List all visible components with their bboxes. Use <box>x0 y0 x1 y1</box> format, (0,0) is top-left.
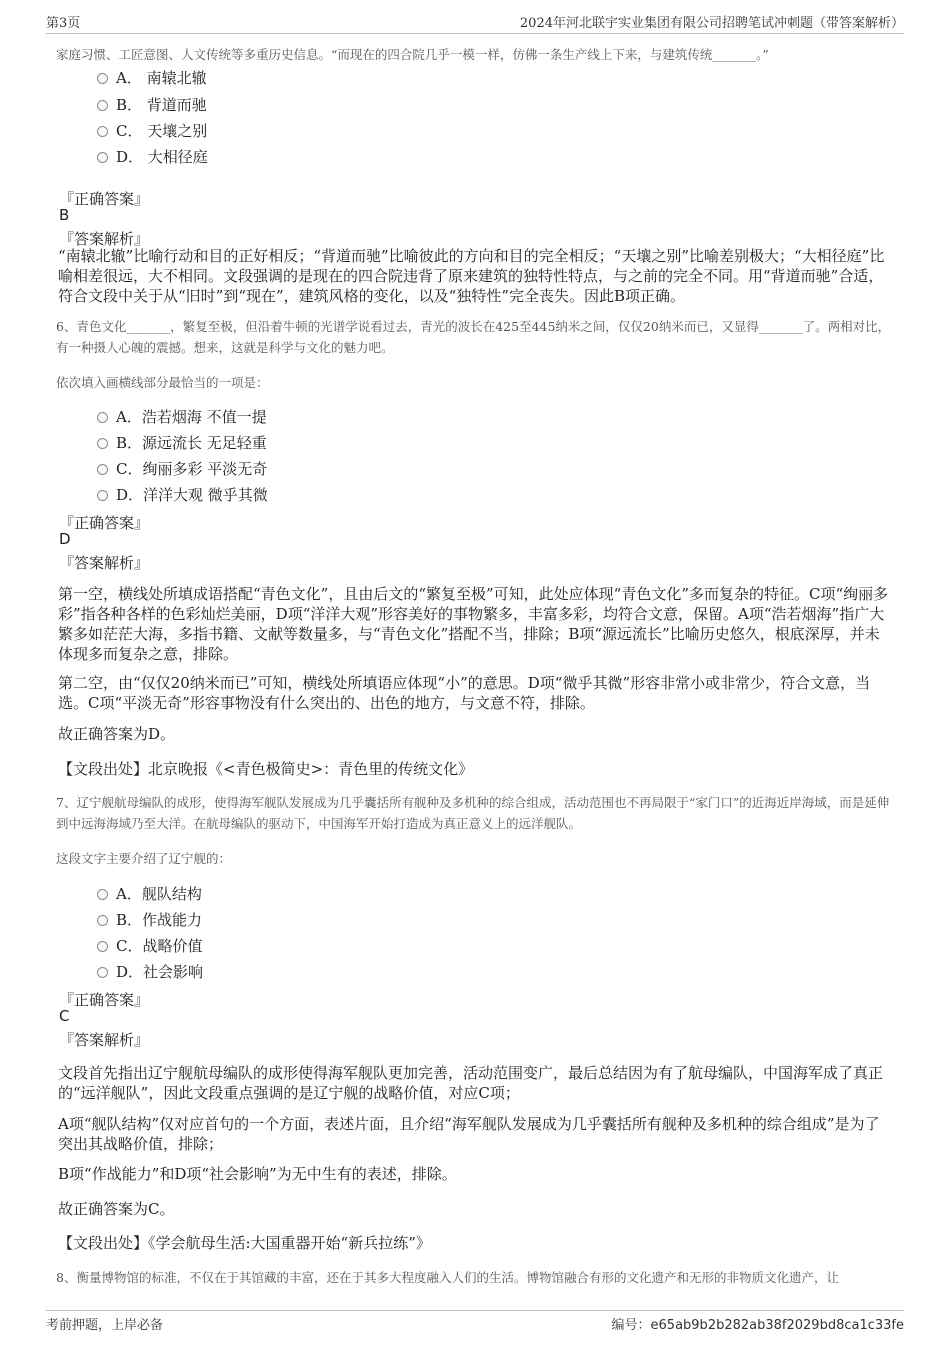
q6-option-a[interactable]: A．浩若烟海 不值一提 <box>97 406 267 427</box>
q7-option-a[interactable]: A．舰队结构 <box>97 883 202 904</box>
radio-icon[interactable] <box>97 152 108 163</box>
q5-option-c[interactable]: C． 天壤之别 <box>97 120 207 141</box>
q5-answer-label: 『正确答案』 <box>59 190 150 208</box>
q5-stem: 家庭习惯、工匠意图、人文传统等多重历史信息。“而现在的四合院几乎一模一样，仿佛一条生产线上下来，与建筑传统_______。” <box>56 47 769 62</box>
footer-rule <box>46 1310 904 1311</box>
radio-icon[interactable] <box>97 100 108 111</box>
q6-analysis-first-blank: 第一空，横线处所填成语搭配“青色文化”，且由后文的“繁复至极”可知，此处应体现“青色文化”多而复杂的特征。C项“绚丽多彩”指各种各样的色彩灿烂美丽，D项“洋洋大观”形容美好的事物繁多，丰富多彩，均符合文意，保留。A项“浩若烟海”指广大繁多如茫茫大海，多指书籍、文献等数量多，与“青色文化”搭配不当，排除；B项“源远流长”比喻历史悠久，根底深厚，并未体现多而复杂之意，排除。 <box>58 585 889 663</box>
q7-option-c[interactable]: C．战略价值 <box>97 935 202 956</box>
q5-analysis-label: 『答案解析』 <box>59 230 150 248</box>
q7-conclusion: 故正确答案为C。 <box>58 1200 175 1218</box>
q6-prompt: 依次填入画横线部分最恰当的一项是： <box>56 375 269 390</box>
q6-stem: 6、青色文化_______，繁复至极，但沿着牛顿的光谱学说看过去，青光的波长在425至445纳米之间，仅仅20纳米而已，又显得_______了。两相对比，有一种摄人心魄的震撼。想来，这就是科学与文化的魅力吧。 <box>56 319 891 355</box>
q7-stem: 7、辽宁舰航母编队的成形，使得海军舰队发展成为几乎囊括所有舰种及多机种的综合组成，活动范围也不再局限于“家门口”的近海近岸海域，而是延伸到中远海海域乃至大洋。在航母编队的驱动下，中国海军开始打造成为真正意义上的远洋舰队。 <box>56 795 890 831</box>
radio-icon[interactable] <box>97 889 108 900</box>
q5-answer: B <box>59 206 70 224</box>
q7-prompt: 这段文字主要介绍了辽宁舰的： <box>56 851 232 866</box>
q7-option-d[interactable]: D．社会影响 <box>97 961 203 982</box>
q7-analysis-label: 『答案解析』 <box>59 1031 150 1049</box>
page-number: 第3页 <box>46 16 81 31</box>
q6-analysis-second-blank: 第二空，由“仅仅20纳米而已”可知，横线处所填语应体现“小”的意思。D项“微乎其微”形容非常小或非常少，符合文意，当选。C项“平淡无奇”形容事物没有什么突出的、出色的地方，与文意不符，排除。 <box>58 674 871 712</box>
radio-icon[interactable] <box>97 490 108 501</box>
q6-option-d[interactable]: D．洋洋大观 微乎其微 <box>97 484 268 505</box>
q7-source: 【文段出处】《学会航母生活:大国重器开始“新兵拉练”》 <box>58 1234 431 1252</box>
footer-slogan: 考前押题，上岸必备 <box>46 1318 164 1333</box>
q7-analysis-options-bd: B项“作战能力”和D项“社会影响”为无中生有的表述，排除。 <box>58 1165 457 1183</box>
q6-source: 【文段出处】北京晚报《<青色极简史>：青色里的传统文化》 <box>58 760 474 778</box>
q6-conclusion: 故正确答案为D。 <box>58 725 176 743</box>
footer-code <box>612 1314 904 1333</box>
q6-answer: D <box>59 530 71 548</box>
radio-icon[interactable] <box>97 967 108 978</box>
radio-icon[interactable] <box>97 464 108 475</box>
q7-analysis-main: 文段首先指出辽宁舰航母编队的成形使得海军舰队更加完善，活动范围变广，最后总结因为有了航母编队，中国海军成了真正的“远洋舰队”，因此文段重点强调的是辽宁舰的战略价值，对应C项； <box>58 1064 884 1102</box>
q5-analysis: “南辕北辙”比喻行动和目的正好相反；“背道而驰”比喻彼此的方向和目的完全相反；“天壤之别”比喻差别极大；“大相径庭”比喻相差很远，大不相同。文段强调的是现在的四合院违背了原来建筑的独特性特点，与之前的完全不同。用“背道而驰”合适，符合文段中关于从“旧时”到“现在”，建筑风格的变化，以及“独特性”完全丧失。因此B项正确。 <box>58 247 885 305</box>
radio-icon[interactable] <box>97 412 108 423</box>
radio-icon[interactable] <box>97 438 108 449</box>
q6-option-b[interactable]: B．源远流长 无足轻重 <box>97 432 267 453</box>
q6-analysis-label: 『答案解析』 <box>59 554 150 572</box>
q7-option-b[interactable]: B．作战能力 <box>97 909 202 930</box>
radio-icon[interactable] <box>97 915 108 926</box>
document-title: 2024年河北联宇实业集团有限公司招聘笔试冲刺题（带答案解析） <box>519 16 904 31</box>
q7-answer-label: 『正确答案』 <box>59 991 150 1009</box>
q6-option-c[interactable]: C．绚丽多彩 平淡无奇 <box>97 458 267 479</box>
q5-option-d[interactable]: D． 大相径庭 <box>97 146 208 167</box>
q6-answer-label: 『正确答案』 <box>59 514 150 532</box>
radio-icon[interactable] <box>97 941 108 952</box>
q8-stem: 8、衡量博物馆的标准，不仅在于其馆藏的丰富，还在于其多大程度融入人们的生活。博物馆融合有形的文化遗产和无形的非物质文化遗产，让 <box>56 1270 839 1285</box>
footer-code-value: e65ab9b2b282ab38f2029bd8ca1c33fe <box>650 1318 904 1333</box>
q5-option-b[interactable]: B． 背道而驰 <box>97 94 207 115</box>
radio-icon[interactable] <box>97 126 108 137</box>
q5-option-a[interactable]: A． 南辕北辙 <box>97 67 207 88</box>
header-rule <box>46 33 904 34</box>
radio-icon[interactable] <box>97 73 108 84</box>
footer-code-label: 编号： <box>611 1318 651 1333</box>
q7-analysis-option-a: A项“舰队结构”仅对应首句的一个方面，表述片面，且介绍“海军舰队发展成为几乎囊括所有舰种及多机种的综合组成”是为了突出其战略价值，排除； <box>58 1115 880 1153</box>
q7-answer: C <box>59 1007 70 1025</box>
